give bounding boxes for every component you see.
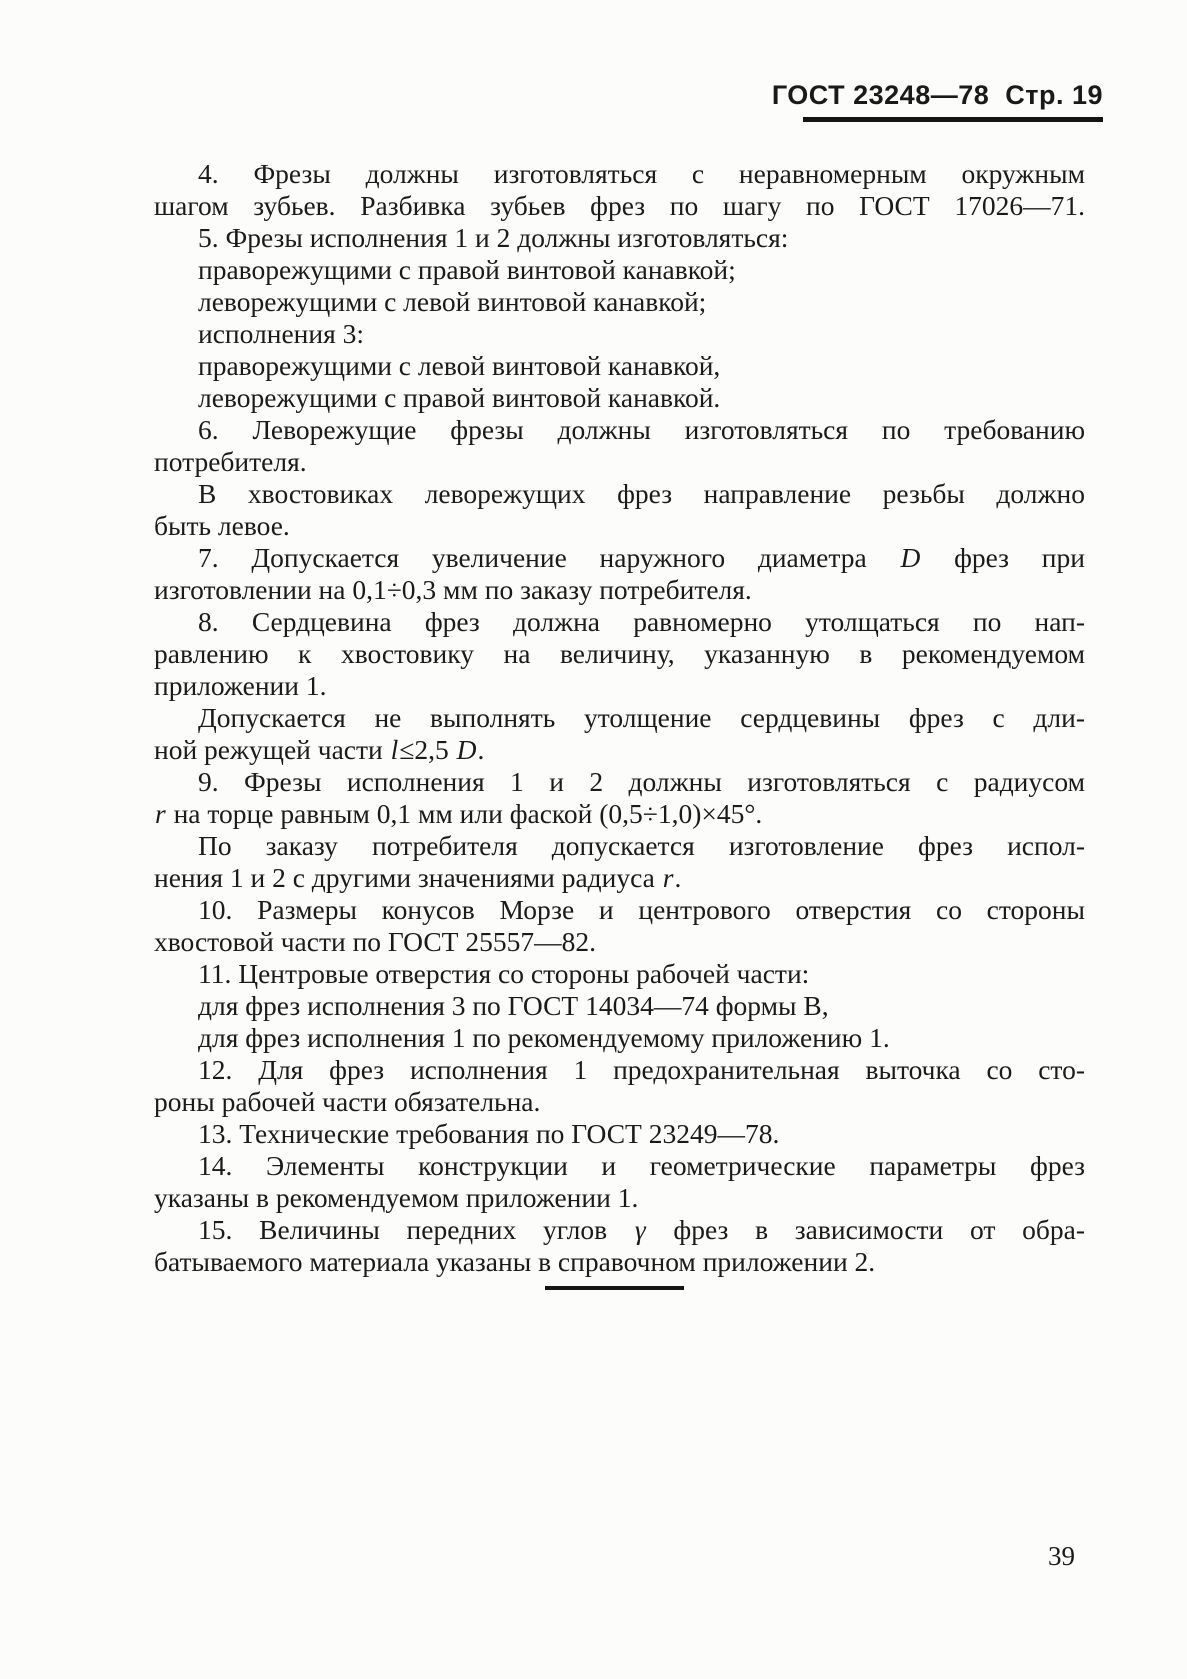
text-line: 9. Фрезы исполнения 1 и 2 должны изготовляться с радиусом	[198, 766, 1085, 797]
text-line: для фрез исполнения 1 по рекомендуемому приложению 1.	[198, 1022, 890, 1053]
text-line: 14. Элементы конструкции и геометрические параметры фрез	[198, 1150, 1085, 1181]
section-end-rule	[545, 1286, 684, 1290]
text-line: для фрез исполнения 3 по ГОСТ 14034—74 формы В,	[198, 990, 829, 1021]
variable-symbol: D	[456, 734, 477, 765]
text-line: ной режущей части l≤2,5 D.	[154, 734, 485, 765]
page-header	[0, 80, 1103, 111]
text-line: шагом зубьев. Разбивка зубьев фрез по шагу по ГОСТ 17026—71.	[154, 190, 1085, 221]
text-line: леворежущими с правой винтовой канавкой.	[198, 382, 721, 413]
text-line: 12. Для фрез исполнения 1 предохранительная выточка со сто-	[198, 1054, 1085, 1085]
text-line: 4. Фрезы должны изготовляться с неравномерным окружным	[198, 158, 1085, 189]
text-line: Допускается не выполнять утолщение сердцевины фрез с дли-	[198, 702, 1085, 733]
text-line: роны рабочей части обязательна.	[154, 1086, 541, 1117]
text-line: хвостовой части по ГОСТ 25557—82.	[154, 926, 596, 957]
text-line: указаны в рекомендуемом приложении 1.	[154, 1182, 639, 1213]
header-page-label: Стр. 19	[1005, 80, 1103, 110]
variable-symbol: r	[662, 862, 674, 893]
text-line: приложении 1.	[154, 670, 327, 701]
page-number: 39	[1048, 1541, 1075, 1571]
text-line: r на торце равным 0,1 мм или фаской (0,5÷1,0)×45°.	[155, 798, 763, 829]
text-line: батываемого материала указаны в справочном приложении 2.	[154, 1246, 876, 1277]
variable-symbol: γ	[634, 1214, 646, 1245]
text-line: леворежущими с левой винтовой канавкой;	[198, 286, 707, 317]
text-line: 13. Технические требования по ГОСТ 23249—78.	[198, 1118, 780, 1149]
text-line: 8. Сердцевина фрез должна равномерно утолщаться по нап-	[198, 606, 1085, 637]
text-line: 7. Допускается увеличение наружного диаметра D фрез при	[198, 542, 1085, 573]
text-line: 10. Размеры конусов Морзе и центрового отверстия со стороны	[198, 894, 1085, 925]
text-line: 5. Фрезы исполнения 1 и 2 должны изготовляться:	[198, 222, 789, 253]
document-id: ГОСТ 23248—78	[771, 80, 990, 110]
variable-symbol: l	[390, 734, 399, 765]
text-line: По заказу потребителя допускается изготовление фрез испол-	[198, 830, 1085, 861]
text-line: равлению к хвостовику на величину, указанную в рекомендуемом	[154, 638, 1085, 669]
text-line: 15. Величины передних углов γ фрез в зависимости от обра-	[198, 1214, 1085, 1245]
text-line: потребителя.	[154, 446, 307, 477]
text-line: праворежущими с левой винтовой канавкой,	[198, 350, 721, 381]
text-line: 6. Леворежущие фрезы должны изготовляться по требованию	[198, 414, 1085, 445]
text-line: 11. Центровые отверстия со стороны рабочей части:	[198, 958, 810, 989]
text-line: изготовлении на 0,1÷0,3 мм по заказу потребителя.	[154, 574, 752, 605]
variable-symbol: r	[155, 798, 166, 829]
variable-symbol: D	[900, 542, 921, 573]
text-line: быть левое.	[154, 510, 290, 541]
text-line: В хвостовиках леворежущих фрез направление резьбы должно	[198, 478, 1085, 509]
header-rule	[803, 117, 1103, 122]
text-line: праворежущими с правой винтовой канавкой;	[198, 254, 736, 285]
text-line: нения 1 и 2 с другими значениями радиуса r.	[154, 862, 682, 893]
text-line: исполнения 3:	[198, 318, 365, 349]
text-body	[154, 158, 1085, 1278]
